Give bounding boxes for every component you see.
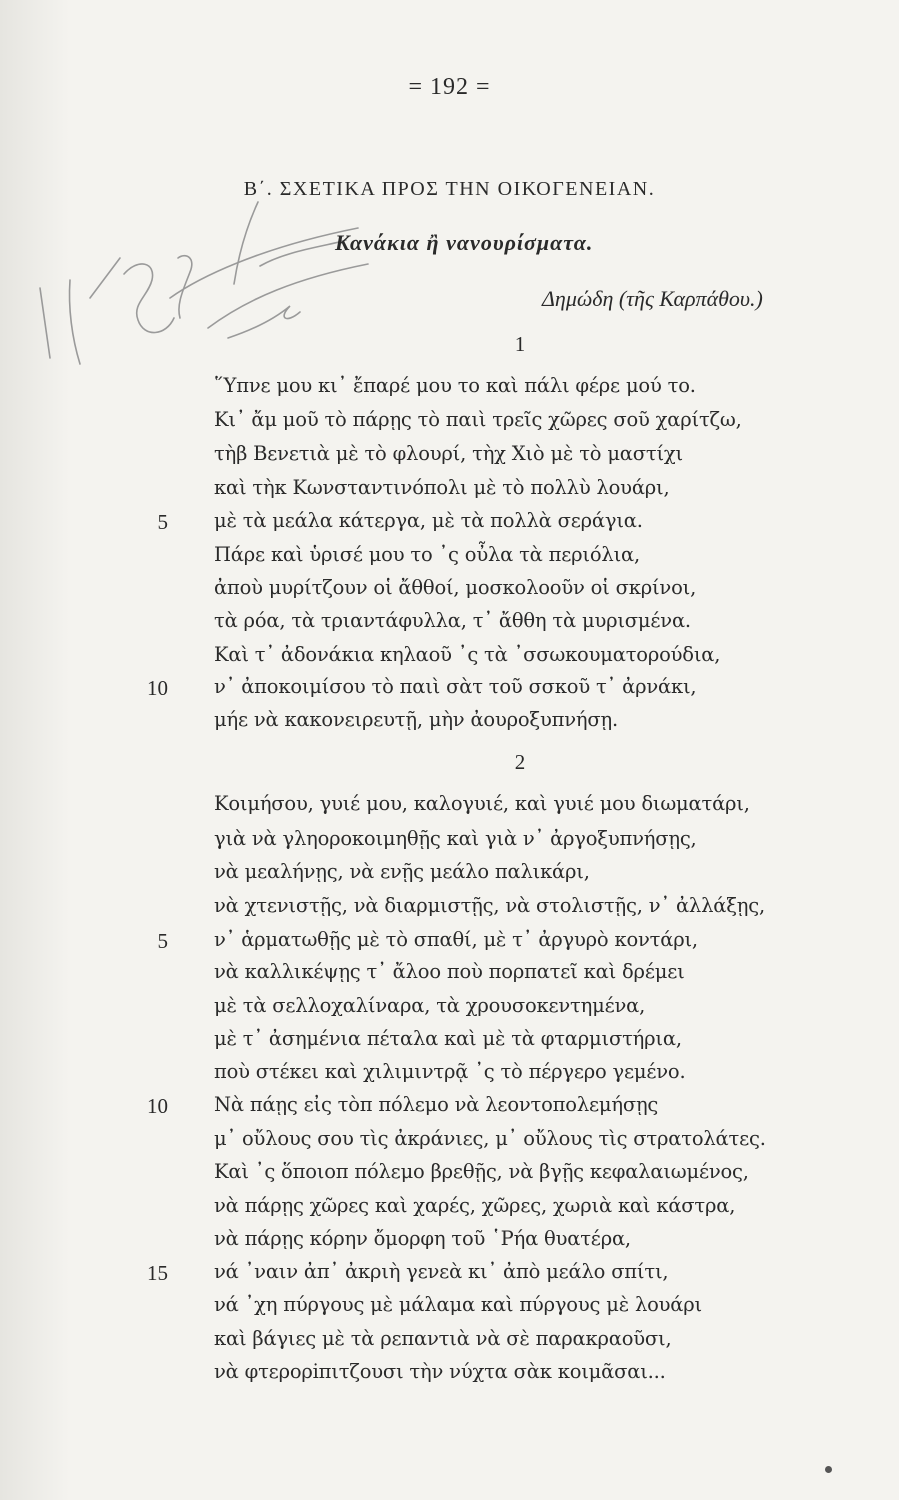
verse-line: γιὰ νὰ γληοροκοιμηθῇς καὶ γιὰ ν᾽ ἀργοξυπνήσῃς, <box>214 827 697 850</box>
ink-speck <box>825 1466 832 1473</box>
line-number: 10 <box>147 676 168 700</box>
verse-line: νὰ μεαλήνῃς, νὰ ενῇς μεάλο παλικάρι, <box>214 860 590 883</box>
line-number: 15 <box>147 1261 168 1285</box>
verse-line: νὰ χτενιστῇς, νὰ διαρμιστῇς, νὰ στολιστῇς, ν᾽ ἀλλάξῃς, <box>214 894 765 917</box>
part-number-2: 2 <box>514 750 526 774</box>
line-number: 5 <box>157 510 168 534</box>
verse-line: Καὶ τ᾽ ἀδονάκια κηλαοῦ ᾽ς τὰ ᾽σσωκουματορούδια, <box>214 643 721 666</box>
handwritten-annotation <box>28 188 388 388</box>
verse-line: νὰ καλλικέψῃς τ᾽ ἄλοο ποὺ πορπατεῖ καὶ δρέμει <box>214 960 685 983</box>
verse-line: τὰ ρόα, τὰ τριαντάφυλλα, τ᾽ ἄθθη τὰ μυρισμένα. <box>214 609 691 632</box>
verse-line: μ᾽ οὔλους σου τὶς ἀκράνιες, μ᾽ οὔλους τὶς στρατολάτες. <box>214 1127 766 1150</box>
verse-line: μήε νὰ κακονειρευτῇ, μὴν ἀουροξυπνήσῃ. <box>214 708 618 731</box>
verse-line: νὰ πάρῃς κόρην ὄμορφη τοῦ ῾Ρήα θυατέρα, <box>214 1227 631 1250</box>
line-number: 5 <box>157 929 168 953</box>
verse-line: νά ᾽ναιν ἀπ᾽ ἀκριὴ γενεὰ κι᾽ ἀπὸ μεάλο σπίτι, <box>214 1260 669 1283</box>
verse-line: καὶ τὴκ Κωνσταντινόπολι μὲ τὸ πολλὺ λουάρι, <box>214 476 670 499</box>
verse-line: ῞Υπνε μου κι᾽ ἔπαρέ μου το καὶ πάλι φέρε μού το. <box>214 374 696 397</box>
poem-title: Κανάκια ἢ νανουρίσματα. <box>335 230 594 255</box>
verse-line: ἀποὺ μυρίτζουν οἱ ἄθθοί, μοσκολοοῦν οἱ σκρίνοι, <box>214 576 697 599</box>
section-heading: Β΄. ΣΧΕΤΙΚΑ ΠΡΟΣ ΤΗΝ ΟΙΚΟΓΕΝΕΙΑΝ. <box>243 178 656 200</box>
verse-line: ν᾽ ἀποκοιμίσου τὸ παιὶ σὰτ τοῦ σσκοῦ τ᾽ ἀρνάκι, <box>214 675 697 698</box>
verse-line: μὲ τὰ μεάλα κάτεργα, μὲ τὰ πολλὰ σεράγια. <box>214 509 643 532</box>
verse-line: Νὰ πάῃς εἰς τὸπ πόλεμο νὰ λεοντοπολεμήσῃς <box>214 1093 659 1116</box>
verse-line: καὶ βάγιες μὲ τὰ ρεπαντιὰ νὰ σὲ παρακραοῦσι, <box>214 1327 672 1350</box>
part-number-1: 1 <box>514 332 526 356</box>
verse-line: ποὺ στέκει καὶ χιλιμιντρᾷ ᾽ς τὸ πέργερο γεμένο. <box>214 1060 686 1083</box>
verse-line: νά ᾽χη πύργους μὲ μάλαμα καὶ πύργους μὲ λουάρι <box>214 1293 702 1316</box>
line-number: 10 <box>147 1094 168 1118</box>
verse-line: ν᾽ ἁρματωθῇς μὲ τὸ σπαθί, μὲ τ᾽ ἀργυρὸ κοντάρι, <box>214 928 698 951</box>
poem-attribution: Δημώδη (τῆς Καρπάθου.) <box>542 286 763 311</box>
verse-line: Καὶ ᾽ς ὅποιοπ πόλεμο βρεθῇς, νὰ βγῇς κεφαλαιωμένος, <box>214 1160 749 1183</box>
verse-line: νὰ πάρῃς χῶρες καὶ χαρές, χῶρες, χωριὰ καὶ κάστρα, <box>214 1194 736 1217</box>
page-number: = 192 = <box>408 74 491 100</box>
verse-line: Κοιμήσου, γυιέ μου, καλογυιέ, καὶ γυιέ μου διωματάρι, <box>214 792 750 815</box>
verse-line: Πάρε καὶ ὑρισέ μου το ᾽ς οὖλα τὰ περιόλια, <box>214 543 640 566</box>
verse-line: μὲ τὰ σελλοχαλίναρα, τὰ χρουσοκεντημένα, <box>214 994 646 1017</box>
verse-line: νὰ φτερορiπιτζουσι τὴν νύχτα σὰκ κοιμᾶσαι... <box>214 1360 666 1383</box>
verse-line: τὴβ Βενετιὰ μὲ τὸ φλουρί, τὴχ Χιὸ μὲ τὸ μαστίχι <box>214 442 683 465</box>
verse-line: μὲ τ᾽ ἀσημένια πέταλα καὶ μὲ τὰ φταρμιστήρια, <box>214 1027 682 1050</box>
verse-line: Κι᾽ ἄμ μοῦ τὸ πάρῃς τὸ παιὶ τρεῖς χῶρες σοῦ χαρίτζω, <box>214 408 742 431</box>
